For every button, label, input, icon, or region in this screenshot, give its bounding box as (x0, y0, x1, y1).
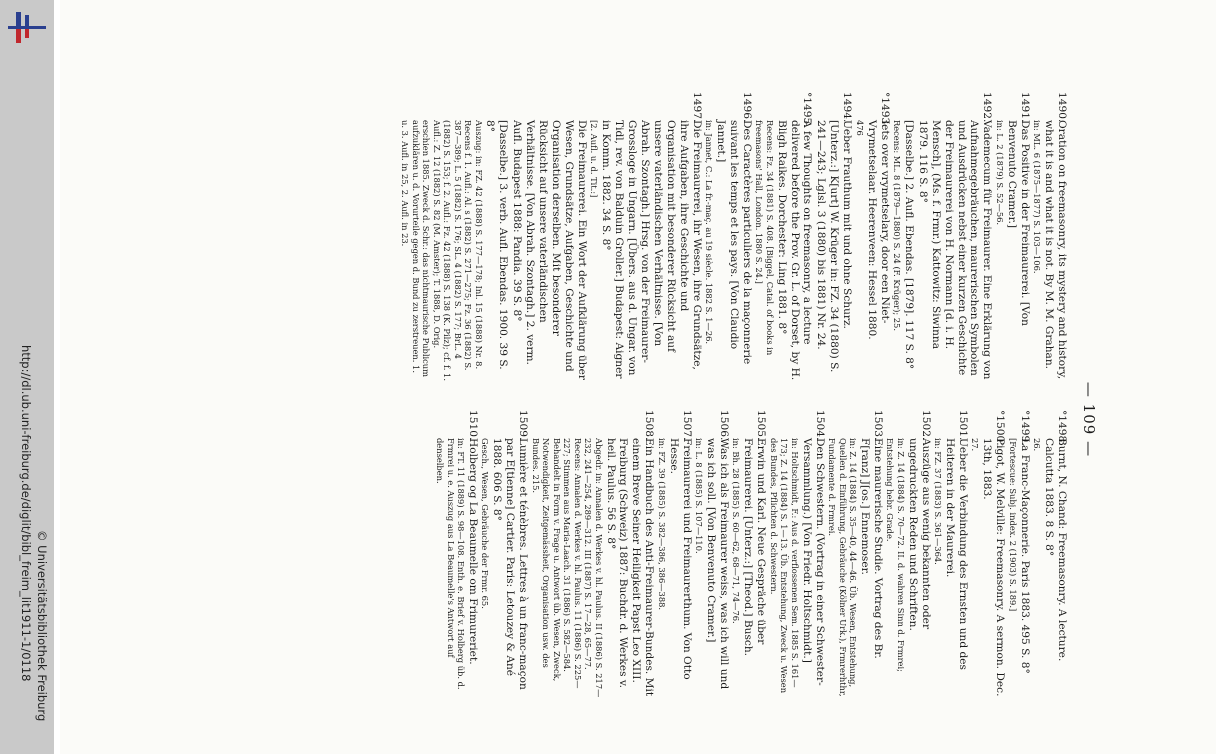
entry-text: [Dasselbe.] 3. verb. Aufl. Ebendas. 1900. 39 S. 8° (484, 120, 510, 370)
entry-text: Burnt, N. Chand: Freemasonry. A lecture. Calcutta 1883. 8 S. 8° (1043, 438, 1068, 662)
bibliography-entry (656, 410, 692, 700)
bibliography-entry (892, 92, 915, 382)
bibliography-entry (994, 92, 1030, 382)
bibliography-entry (768, 410, 825, 700)
entry-number: 1501. (956, 410, 969, 441)
bibliography-entry (815, 92, 854, 382)
bibliography-entry (1032, 410, 1068, 700)
entry-reference: in: FZ. 39 (1885) S. 382—386, 386—388. (656, 438, 667, 611)
scanned-page (138, 92, 1098, 747)
entry-text: [Dasselbe.] 2. Aufl. Ebendas. [1879]. 117 S. 8° (902, 120, 915, 370)
bibliography-entry (754, 92, 814, 382)
entry-text: Des Caractères particuliers de la maçonnerie suivant les temps et les pays. [Von Claudio Jannet.] (714, 120, 753, 365)
copyright-notice: © Universitätsbibliothek Freiburg (35, 530, 49, 722)
entry-text: Auszüge aus wenig bekannten oder ungedruckten Reden und Schriften. (906, 438, 932, 631)
entry-reference: in: ML. 6 (1875—1877) S. 103—106. (1032, 120, 1043, 274)
entry-text: Ein Handbuch des Anti-Freimaurer-Bundes. Mit einem Breve Seiner Heiligkeit Papst Leo XIII. Freiburg (Schweiz) 1887: Buchdr. d. Werkes v. heil. Paulus. 56 S. 8° (604, 438, 656, 697)
bibliography-entry (400, 92, 510, 382)
bibliography-entry (933, 410, 969, 700)
entry-text: Eine maurerische Studie. Vortrag des Br. F[ranz] J[os.] Ennemoser. (858, 438, 884, 659)
entry-text: Ueber die Verbindung des Ernsten und des Heiteren in der Maurerei. (944, 438, 969, 670)
entry-text: Das Positive in der Freimaurerei. [Von Benvenuto Cramer.] (1005, 120, 1031, 326)
entry-reference: Gesch., Wesen, Gebräuche der Frmr. 65. (480, 438, 491, 609)
entry-reference: in: Bh. 28 (1885) S. 60—62, 68—71, 74—76. (731, 438, 742, 624)
entry-reference: in: Holtschmidt, F.: Aus d. verflossenen Sem. 1885 S. 161—173; Z. 14 (1884) S. 1—13. Üb. Entstehung, Zweck u. Wesen des Bundes, Pflichten d. Schwestern. (768, 438, 800, 694)
entry-text: Freimaurerei und Freimaurerthum. Von Otto Hesse. (667, 438, 693, 680)
entry-reference: Auszug: in: FZ. 42 (1888) S. 177—178; Inl. 15 (1888) Nr. 8. Recens f. 1. Aufl.: Al. s (1882) S. 271—275; Fz. 36 (1882) S. 387—389; L. 5 (1882) S. 176; SL. 4 (1882) S. 177; BrL. 4 (1882) S. 153; f. 2. Aufl.: Fz. 42 (1888) S. 138 (K. Pilz); cf. f. 1. Aufl.: Z. 12 (1882) S. 82 (M. Amster); T. 1888, D. Orig. erschien 1885. Zweck d. Schr.: das nichtmaurische Publicum aufzuklären u. d. Vorurteile gegen d. Bund zu zerstreuen. 1. u. 3. Aufl. in 25, 2. Aufl. in 23. (400, 120, 484, 381)
left-column (399, 92, 1068, 382)
entry-text: Die Freimaurerei. Ein Wort der Aufklärung über Wesen, Grundsätze, Aufgaben, Geschichte und Organisation derselben. Mit besonderer Rücksicht auf unsere vaterländischen Verhältnisse. [Von Abrah. Szontagh.] 2. verm. Aufl. Budapest 1888: Pandia. 39 S. 8° (511, 120, 588, 380)
entry-text: Iets over vrymetselary, door een Niet-Vrymetselaar. Heerenveen: Hessel 1880. (865, 120, 891, 340)
bibliography-entry (480, 410, 529, 700)
entry-number: °1495. (801, 92, 814, 128)
sidebar (0, 0, 54, 754)
entry-number: 1502. (919, 410, 932, 441)
university-logo-icon (6, 10, 46, 46)
entry-text: Lumière et ténèbres. Lettres à un franc-maçon par E[tienne] Cartier. Paris: Letouzey & Ané 1888. 606 S. 8° (491, 438, 530, 690)
entry-text: A few Thoughts on freemasonry, a lecture delivered before the Prov. Gr. L. of Dorset, by H. Bligh Raikes. Dorchester: Ling 1881. 8° (775, 120, 814, 381)
bibliography-entry (704, 92, 753, 382)
entry-text: Erwin und Karl. Neue Gespräche über Freimaurerei. [Unterz.:] [Theod.] Busch. (742, 438, 768, 657)
entry-text: Pigot, W. Melville: Freemasonry. A sermon. Dec. 13th, 1883. (981, 438, 1007, 697)
entry-reference: in: FT. 11 (1889) S. 98—108. Enth. e. Brief v. Holberg üb. d. Frmrei u. e. Auszug aus La Beaumelle's Antwort auf denselben. (435, 438, 467, 690)
entry-number: 1496. (740, 92, 753, 123)
entry-number: 1510. (466, 410, 479, 441)
bibliography-entry (435, 410, 479, 700)
entry-reference: in: FZ. 37 (1883) S. 361—364. (933, 438, 944, 565)
entry-number: °1499. (1018, 410, 1031, 446)
bibliography-entry (589, 92, 703, 382)
entry-reference: in: Z. 14 (1884) S. 70—72. II. d. wahren Sinn d. Frmrei; Entstehung hebr. Grade. (885, 438, 906, 672)
document-url-link[interactable]: http://dl.ub.uni-freiburg.de/diglit/bibl_freim_lit1911-1/0118 (19, 345, 33, 682)
entry-number: 1507. (680, 410, 693, 441)
entry-number: 1503. (871, 410, 884, 441)
entry-reference: [Fortescue: Subj. index. 2 (1903) S. 189.] (1007, 438, 1018, 612)
entry-number: 1494. (841, 92, 854, 123)
entry-text: Oration on freemasonry, its mystery and history, what it is and what it is not. By M. M. Grahan. (1043, 120, 1068, 380)
entry-number: 1508. (643, 410, 656, 441)
bibliography-entry (731, 410, 767, 700)
entry-text: Den Schwestern. (Vortrag in einer Schwester-Versammlung.) [Von Friedr. Holtschmidt.] (800, 438, 826, 686)
entry-number: 1490. (1056, 92, 1068, 123)
entry-number: 1504. (813, 410, 826, 441)
entry-reference: in: L. 2 (1879) S. 52—56. (994, 120, 1005, 226)
bibliography-entry (694, 410, 730, 700)
bibliography-entry (510, 92, 587, 382)
bibliography-entry (1007, 410, 1030, 700)
entry-reference: 26. (1032, 438, 1043, 452)
entry-text: Holberg og La Beaumelle om Frimureriet. (466, 438, 479, 665)
bibliography-entry (854, 92, 890, 382)
page-number-header: — 109 — (1080, 381, 1098, 458)
entry-number: 1509. (517, 410, 530, 441)
entry-reference: 27. (970, 438, 981, 452)
right-column (434, 410, 1068, 700)
entry-number: °1493. (878, 92, 891, 128)
entry-text: Vademecum für Freimaurer. Eine Erklärung von Aufnahmegebräuchen, maurerischen Symbolen und Ausdrücken nebst einer kurzen Geschichte der Freimaurerei von H. Normann [d. i. H. Mensch], (Ms. f. Frmr.) Kattowitz: Siwinna 1879. 116 S. 8° (916, 120, 994, 380)
bibliography-entry (916, 92, 993, 382)
entry-number: 1506. (717, 410, 730, 441)
entry-reference: in: Jannet, C.: La fr.-maç. au 19 siècle. 1882 S. 1—26. (704, 120, 715, 345)
entry-reference: Recens: Fz. 34 (1881) S. 408. [Biggel, Catal. of books in freemasons' Hall, London. 1880 S. 24.] (754, 120, 775, 356)
entry-number: 1491. (1018, 92, 1031, 123)
entry-number: °1500. (994, 410, 1007, 446)
entry-text: Die Freimaurerei, ihr Wesen, ihre Grundsätze, ihre Aufgaben, ihre Geschichte und Organisation mit besonderer Rücksicht auf unsere vaterländischen Verhältnisse. [Von Abrah. Szontagh.] Hrsg. von der Freimaurer-Grossloge in Ungarn. [Übers. aus d. Ungar. von Tidl, rev. von Balduin Groller.] Budapest: Aigner in Komm. 1882. 34 S. 8° (600, 120, 703, 379)
bibliography-entry (885, 410, 932, 700)
entry-number: 1492. (981, 92, 994, 123)
entry-text: Was ich als Freimaurer weiss, was ich will und was ich soll. [Von Benvenuto Cramer.] (705, 438, 730, 690)
entry-number: 1497. (690, 92, 703, 123)
bibliography-entry (970, 410, 1006, 700)
entry-reference: 476 (854, 120, 865, 136)
entry-text: Ueber Frauthum mit und ohne Schurz. [Unterz.:] K[urt] W. Krüger in: FZ. 34 (1880) S. 241—243; Lglsl. 3 (1880) bis 1881) Nr. 24. (815, 120, 854, 373)
entry-reference: in: L. 8 (1885) S. 107—110. (694, 438, 705, 554)
entry-reference: [2. Aufl. u. d. Tit.:] (589, 120, 600, 198)
bibliography-entry (827, 410, 884, 700)
bibliography-entry (530, 410, 655, 700)
entry-reference: Recens: ML. 8 (1879—1880) S. 24 (F. Krüger); 25. (892, 120, 903, 331)
entry-reference: Abgedr. in: Annalen d. Werkes v. hl. Paulus. II (1886) S. 217—232, 241—254, 289—312. III (1887) S. 17—28, 65—77. Recens: Annalen d. Werkes v. hl. Paulus. 11 (1886) S. 225—227; Stimmen aus Maria-Laach. 31 (1886) S. 582—584. Behandelt in Form v. Frage u. Antwort üb. Wesen, Zweck, Notwendigkeit, Zeitgemässheit, Organisation usw. des Bundes. 215. (530, 438, 604, 698)
entry-number: 1505. (755, 410, 768, 441)
entry-number: °1498. (1056, 410, 1068, 446)
entry-text: La Franc-Maçonnerie. Paris 1883. 495 S. 8° (1018, 438, 1031, 674)
bibliography-entry (1032, 92, 1068, 382)
entry-reference: in: Z. 14 (1884) S. 35—40, 44—46. Üb. Wesen, Entstehung, Quellen d. Einführung, Gebräuche (Kölner Urk.), Frmrerhthr, Fundamente d. Frmrei. (827, 438, 859, 697)
